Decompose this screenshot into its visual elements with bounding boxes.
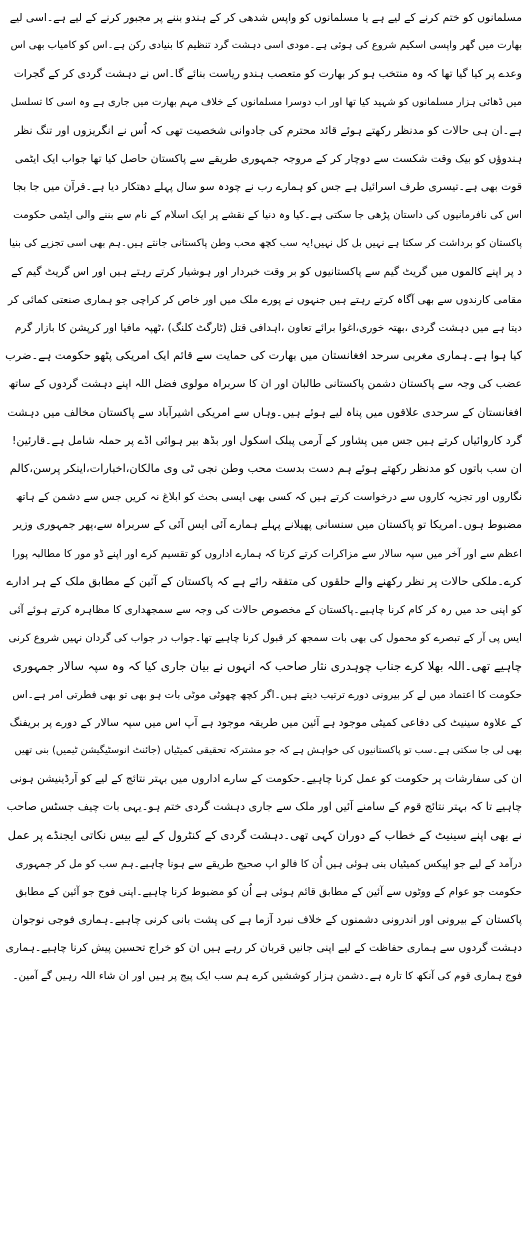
article-line: کرے۔ملکی حالات پر نظر رکھنے والے حلقوں کی متفقہ رائے ہے کہ پاکستان کے آئین کے مطابق ملک کے ہر ادارے (6, 574, 522, 588)
article-line: اعظم سے اور آخر میں سپہ سالار سے مزاکرات کرتے کرتا کہ ہمارے اداروں کو تقسیم کرے اور اپنے ڈو مور کا مطالبہ پورا (12, 547, 522, 560)
article-line: د پر اپنے کالموں میں گریٹ گیم سے پاکستانیوں کو بر وقت خبردار اور ہوشیار کرتے رہتے ہیں اور اس گریٹ گیم کے (11, 264, 522, 278)
article-line: بھارت میں گھر واپسی اسکیم شروع کی ہوئی ہے۔مودی اسی دہشت گرد تنظیم کا بنیادی رکن ہے۔اس کو کامیاب بھی اس (10, 40, 522, 52)
article-line: حکومت کا اعتماد میں لے کر بیرونی دورے ترتیب دیتے ہیں۔اگر کچھ چھوٹی موٹی بات ہو بھی تو بھی فطرتی امر ہے۔اس (12, 688, 522, 701)
article-line: نگاروں اور تجزیہ کاروں سے درخواست کرتے ہیں کہ کسی بھی ایسی بحث کو ابلاغ نہ کریں جس سے دشمن کے ہاتھ (15, 491, 522, 504)
article-line: پاکستان کے بیرونی اور اندرونی دشمنوں کے خلاف نبرد آزما ہے کی پشت بانی کرنی چاہیے۔ہماری فوجی نوجوان (11, 913, 522, 926)
article-line: چاہیے تا کہ بہتر نتائج قوم کے سامنے آئیں اور ملک سے جاری دہشت گردی ختم ہو۔یہی بات چیف جسٹس صاحب (6, 800, 522, 814)
article-line: دیتا ہے میں دہشت گردی ،بھتہ خوری،اغوا برائے تعاون ،اہدافی قتل (ٹارگٹ کلنگ) ،ٹھپہ مافیا اور کرپشن کا بازار گرم (14, 322, 522, 335)
article-line: افغانستان کے سرحدی علاقوں میں پناہ لیے ہوئے ہیں۔وہاں سے امریکی اشیرآباد سے پاکستان مخالف میں دہشت (7, 405, 522, 419)
article-line: میں ڈھائی ہزار مسلمانوں کو شہید کیا تھا اور اب دوسرا مسلمانوں کے خلاف مہم بھارت میں جاری ہے وہ اسی کا تسلسل (10, 96, 522, 108)
article-line: کو اپنی حد میں رہ کر کام کرنا چاہیے۔پاکستان کے مخصوص حالات کی وجہ سے سمجھداری کا مظاہرہ کرتے ہوئے آئی (8, 603, 522, 616)
article-line: حکومت جو عوام کے ووٹوں سے آئین کے مطابق قائم ہوئی ہے اُن کو مضبوط کرنا چاہیے۔اپنی فوج جو آئین کے مطابق (15, 885, 522, 898)
article-line: ایس پی آر کے تبصرے کو محمول کی بھی بات سمجھ کر قبول کرنا چاہیے تھا۔جواب در جواب کی گردان نہیں شروع کرنی (8, 632, 522, 645)
article-line: قوت بھی ہے۔تیسری طرف اسرائیل ہے جس کو ہمارے رب نے چودہ سو سال پہلے دھتکار دیا ہے۔قرآن میں جا بجا (13, 180, 522, 194)
article-line: مسلمانوں کو ختم کرنے کے لیے ہے یا مسلمانوں کو واپس شدھی کر کے ہندو بننے پر مجبور کرنے کے لیے ہے۔اسی لیے (9, 11, 522, 24)
article-line: پاکستان کو برداشت کر سکتا ہے نہیں بل کل نہیں!یہ سب کچھ محب وطن پاکستانی جانتے ہیں۔ہم بھی اسی تجزیے کی بنیا (9, 237, 522, 249)
article-line: عضب کی وجہ سے پاکستان دشمن پاکستانی طالبان اور ان کا سربراہ مولوی فضل اللہ اپنے دہشت گردوں کے ساتھ (8, 377, 522, 391)
article-line: فوج ہماری قوم کی آنکھ کا تارہ ہے۔دشمن ہزار کوششیں کرے ہم سب ایک پیج پر ہیں اور ان شاء اللہ رہیں گے آمین۔ (12, 970, 522, 983)
article-line: ہے۔ان ہی حالات کو مدنظر رکھتے ہوئے قائد محترم کی جادوانی شخصیت تھی کہ اُس نے انگریزوں اور تنگ نظر (14, 123, 522, 137)
article-line: ہندوؤں کو بیک وقت شکست سے دوچار کر کے مروجہ جمہوری طریقے سے پاکستان حاصل کیا تھا جواب ایک ایٹمی (14, 151, 522, 165)
article-line: وعدے پر کیا گیا تھا کہ وہ منتخب ہو کر بھارت کو متعصب ہندو ریاست بنائے گا۔اس نے دہشت گردی کر کے گجرات (13, 67, 522, 81)
article-line: مضبوط ہوں۔امریکا تو پاکستان میں سنسانی پھیلانے پہلے ہمارے آئی ایس آئی کے سربراہ سے،پھر جمہوری وزیر (13, 518, 522, 532)
article-line: بھی لی جا سکتی ہے۔سب تو پاکستانیوں کی خواہش ہے کہ جو مشترکہ تحقیقی کمیٹیاں (جائنٹ انوسٹیگیشن ٹیمیں) بنی تھیں (14, 744, 522, 756)
article-line: دہشت گردوں سے ہماری حفاظت کے لیے اپنی جانیں قربان کر رہے ہیں ان کو خراج تحسین پیش کرنا چاہیے۔ہماری (5, 941, 522, 955)
article-line: گرد کاروائیاں کرتے ہیں جس میں پشاور کے آرمی پبلک اسکول اور بڈھ بیر ہوائی اڈے پر حملہ شامل ہے۔قارئین! (12, 433, 522, 447)
article-line: اس کی نافرمانیوں کی داستان پڑھی جا سکتی ہے۔کیا وہ دنیا کے نقشے پر ایک اسلام کے نام سے بننے والی ایٹمی حکومت (13, 209, 522, 222)
article-line: چاہیے تھی۔اللہ بھلا کرے جناب چوہدری نثار صاحب کہ انہوں نے بیان جاری کیا کہ وہ سپہ سالار جمہوری (12, 659, 522, 674)
article-line: ان کی سفارشات پر حکومت کو عمل کرنا چاہیے۔حکومت کے سارے اداروں میں بہتر نتائج کے لیے کو آرڈینیشن ہونی (9, 772, 522, 786)
article-line: مقامی کارندوں سے بھی آگاہ کرتے رہتے ہیں جنہوں نے پورے ملک میں اور خاص کر کراچی جو ہماری صنعتی کمائی کر (7, 293, 522, 306)
article-line: نے بھی اپنے سینیٹ کے خطاب کے دوران کہی تھی۔دہشت گردی کے کنٹرول کے لیے بیس نکاتی ایجنڈے پر عمل (7, 828, 522, 843)
article-line: ان سب باتوں کو مدنظر رکھتے ہوئے ہم دست بدست محب وطن نجی ٹی وی مالکان،اخبارات،اینکر پرسن،کالم (9, 462, 522, 475)
article-line: کے علاوہ سینیٹ کی دفاعی کمیٹی موجود ہے آئین میں طریقہ موجود ہے آپ اس میں سپہ سالار کے دورے پر بریفنگ (9, 715, 522, 729)
article-line: درآمد کے لیے جو اپیکس کمیٹیاں بنی ہوئی ہیں اُن کا فالو اپ صحیح طریقے سے ہونا چاہیے۔ہم سب کو مل کر جمہوری (15, 857, 522, 870)
article-line: کیا ہوا ہے۔ہماری مغربی سرحد افغانستان میں بھارت کی حمایت سے قائم ایک امریکی پٹھو حکومت ہے۔ضرب (5, 349, 522, 363)
